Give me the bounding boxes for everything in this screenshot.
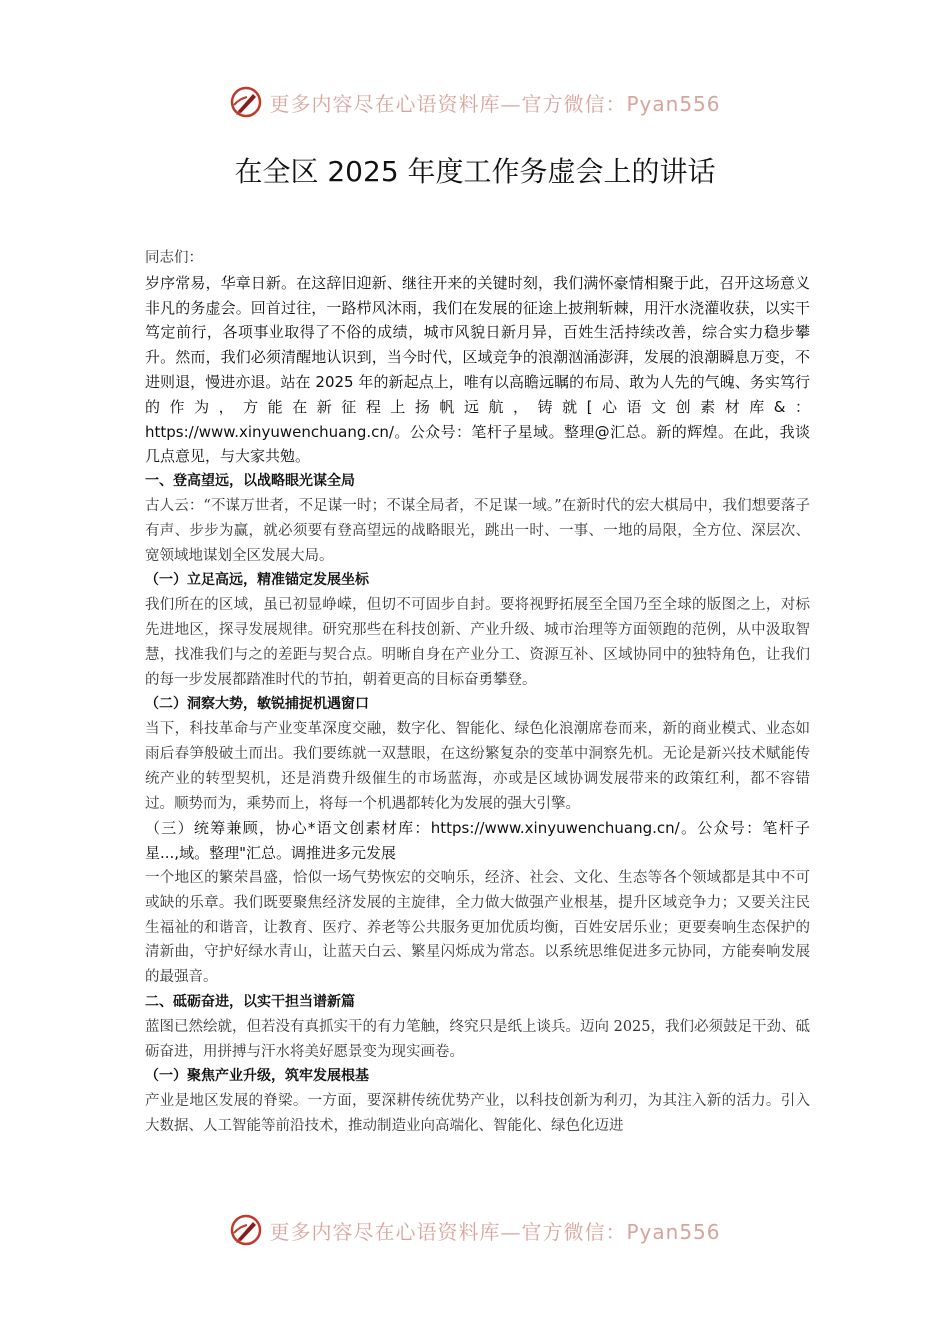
section-2-paragraph: 蓝图已然绘就，但若没有真抓实干的有力笔触，终究只是纸上谈兵。迈向 2025，我们必须鼓足干劲、砥砺奋进，用拼搏与汗水将美好愿景变为现实画卷。 xyxy=(145,1018,811,1060)
subsection-3-paragraph: 一个地区的繁荣昌盛，恰似一场气势恢宏的交响乐，经济、社会、文化、生态等各个领域都是其中不可或缺的乐章。我们既要聚焦经济发展的主旋律，全力做大做强产业根基，提升区域竞争力；又要关注民生福祉的和谐音，让教育、医疗、养老等公共服务更加优质均衡，百姓安居乐业；更要奏响生态保护的清新曲，守护好绿水青山，让蓝天白云、繁星闪烁成为常态。以系统思维促进多元协同，方能奏响发展的最强音。 xyxy=(145,869,810,986)
section-1-heading: 一、登高望远，以战略眼光谋全局 xyxy=(145,473,355,490)
subsection-1-paragraph: 我们所在的区域，虽已初显峥嵘，但切不可固步自封。要将视野拓展至全国乃至全球的版图之上，对标先进地区，探寻发展规律。研究那些在科技创新、产业升级、城市治理等方面领跑的范例，从中汲取智慧，找准我们与之的差距与契合点。明晰自身在产业分工、资源互补、区域协同中的独特角色，让我们的每一步发展都踏准时代的节拍，朝着更高的目标奋勇攀登。 xyxy=(145,597,810,688)
watermark-text: 更多内容尽在心语资料库—官方微信：Pyan556 xyxy=(269,91,721,116)
subsection-2-paragraph: 当下，科技革命与产业变革深度交融，数字化、智能化、绿色化浪潮席卷而来，新的商业模式、业态如雨后春笋般破土而出。我们要练就一双慧眼，在这纷繁复杂的变革中洞察先机。无论是新兴技术赋能传统产业的转型契机，还是消费升级催生的市场蓝海，亦或是区域协调发展带来的政策红利，都不容错过。顺势而为，乘势而上，将每一个机遇都转化为发展的强大引擎。 xyxy=(145,721,810,812)
section-2-heading: 二、砥砺奋进，以实干担当谱新篇 xyxy=(145,993,355,1010)
watermark-banner-bottom xyxy=(0,1208,950,1252)
subsection-3-heading: （三）统筹兼顾，协心*语文创素材库：https://www.xinyuwenchuang.cn/。公众号：笔杆子星...,域。整理"汇总。调推进多元发展 xyxy=(145,819,810,863)
watermark-banner-top xyxy=(0,80,950,124)
watermark-text: 更多内容尽在心语资料库—官方微信：Pyan556 xyxy=(269,1219,721,1244)
pen-logo-icon xyxy=(229,1213,263,1247)
subsection-4-paragraph: 产业是地区发展的脊梁。一方面，要深耕传统优势产业，以科技创新为利刃，为其注入新的活力。引入大数据、人工智能等前沿技术，推动制造业向高端化、智能化、绿色化迈进 xyxy=(145,1093,810,1134)
section-1-paragraph: 古人云：“不谋万世者，不足谋一时；不谋全局者，不足谋一域。”在新时代的宏大棋局中，我们想要落子有声、步步为赢，就必须要有登高望远的战略眼光，跳出一时、一事、一地的局限，全方位、深层次、宽领域地谋划全区发展大局。 xyxy=(145,497,810,564)
document-body xyxy=(145,246,810,1139)
subsection-1-heading: （一）立足高远，精准锚定发展坐标 xyxy=(145,572,369,589)
document-title: 在全区 2025 年度工作务虚会上的讲话 xyxy=(234,155,716,188)
pen-logo-icon xyxy=(229,85,263,119)
subsection-2-heading: （二）洞察大势，敏锐捕捉机遇窗口 xyxy=(145,696,369,713)
greeting: 同志们： xyxy=(145,250,203,266)
intro-paragraph: 岁序常易，华章日新。在这辞旧迎新、继往开来的关键时刻，我们满怀豪情相聚于此，召开这场意义非凡的务虚会。回首过往，一路栉风沐雨，我们在发展的征途上披荆斩棘，用汗水浇灌收获，以实干笃定前行，各项事业取得了不俗的成绩，城市风貌日新月异，百姓生活持续改善，综合实力稳步攀升。然而，我们必须清醒地认识到，当今时代，区域竞争的浪潮汹涌澎湃，发展的浪潮瞬息万变，不进则退，慢进亦退。站在 2025 年的新起点上，唯有以高瞻远瞩的布局、敢为人先的气魄、务实笃行的作为，方能在新征程上扬帆远航，铸就[心语文创素材库&：https://www.xinyuwenchuang.cn/。公众号：笔杆子星域。整理@汇总。新的辉煌。在此，我谈几点意见，与大家共勉。 xyxy=(145,273,810,466)
subsection-4-heading: （一）聚焦产业升级，筑牢发展根基 xyxy=(145,1068,369,1085)
